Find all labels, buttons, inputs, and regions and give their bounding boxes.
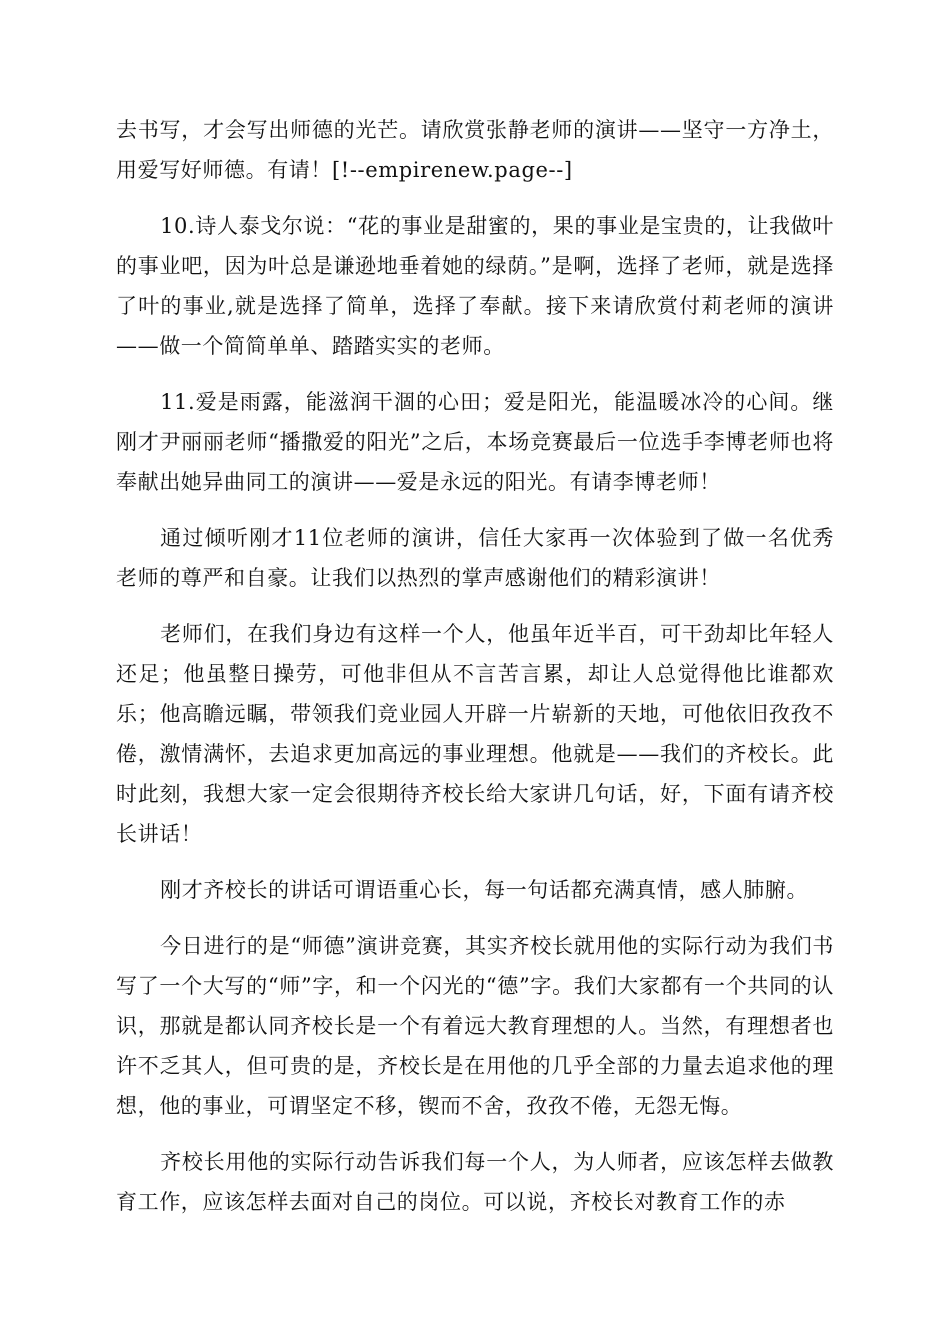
document-body <box>116 110 834 1238</box>
paragraph-2: 10.诗人泰戈尔说：“花的事业是甜蜜的，果的事业是宝贵的，让我做叶的事业吧，因为叶总是谦逊地垂着她的绿荫。”是啊，选择了老师，就是选择了叶的事业,就是选择了简单，选择了奉献。接下来请欣赏付莉老师的演讲——做一个简简单单、踏踏实实的老师。 <box>116 214 834 358</box>
paragraph-7: 今日进行的是“师德”演讲竞赛，其实齐校长就用他的实际行动为我们书写了一个大写的“师”字，和一个闪光的“德”字。我们大家都有一个共同的认识，那就是都认同齐校长是一个有着远大教育理想的人。当然，有理想者也许不乏其人，但可贵的是，齐校长是在用他的几乎全部的力量去追求他的理想，他的事业，可谓坚定不移，锲而不舍，孜孜不倦，无怨无悔。 <box>116 934 834 1118</box>
paragraph-1: 去书写，才会写出师德的光芒。请欣赏张静老师的演讲——坚守一方净土，用爱写好师德。有请！[!--empirenew.page--] <box>116 118 834 182</box>
paragraph-8: 齐校长用他的实际行动告诉我们每一个人，为人师者，应该怎样去做教育工作，应该怎样去面对自己的岗位。可以说，齐校长对教育工作的赤 <box>116 1150 834 1214</box>
paragraph-4: 通过倾听刚才11位老师的演讲，信任大家再一次体验到了做一名优秀老师的尊严和自豪。让我们以热烈的掌声感谢他们的精彩演讲！ <box>116 526 834 590</box>
paragraph-6: 刚才齐校长的讲话可谓语重心长，每一句话都充满真情，感人肺腑。 <box>160 878 809 902</box>
paragraph-5: 老师们，在我们身边有这样一个人，他虽年近半百，可干劲却比年轻人还足；他虽整日操劳，可他非但从不言苦言累，却让人总觉得他比谁都欢乐；他高瞻远瞩，带领我们竞业园人开辟一片崭新的天地，可他依旧孜孜不倦，激情满怀，去追求更加高远的事业理想。他就是——我们的齐校长。此时此刻，我想大家一定会很期待齐校长给大家讲几句话，好，下面有请齐校长讲话！ <box>116 622 834 846</box>
paragraph-3: 11.爱是雨露，能滋润干涸的心田；爱是阳光，能温暖冰冷的心间。继刚才尹丽丽老师“播撒爱的阳光”之后，本场竞赛最后一位选手李博老师也将奉献出她异曲同工的演讲——爱是永远的阳光。有请李博老师！ <box>116 390 834 494</box>
